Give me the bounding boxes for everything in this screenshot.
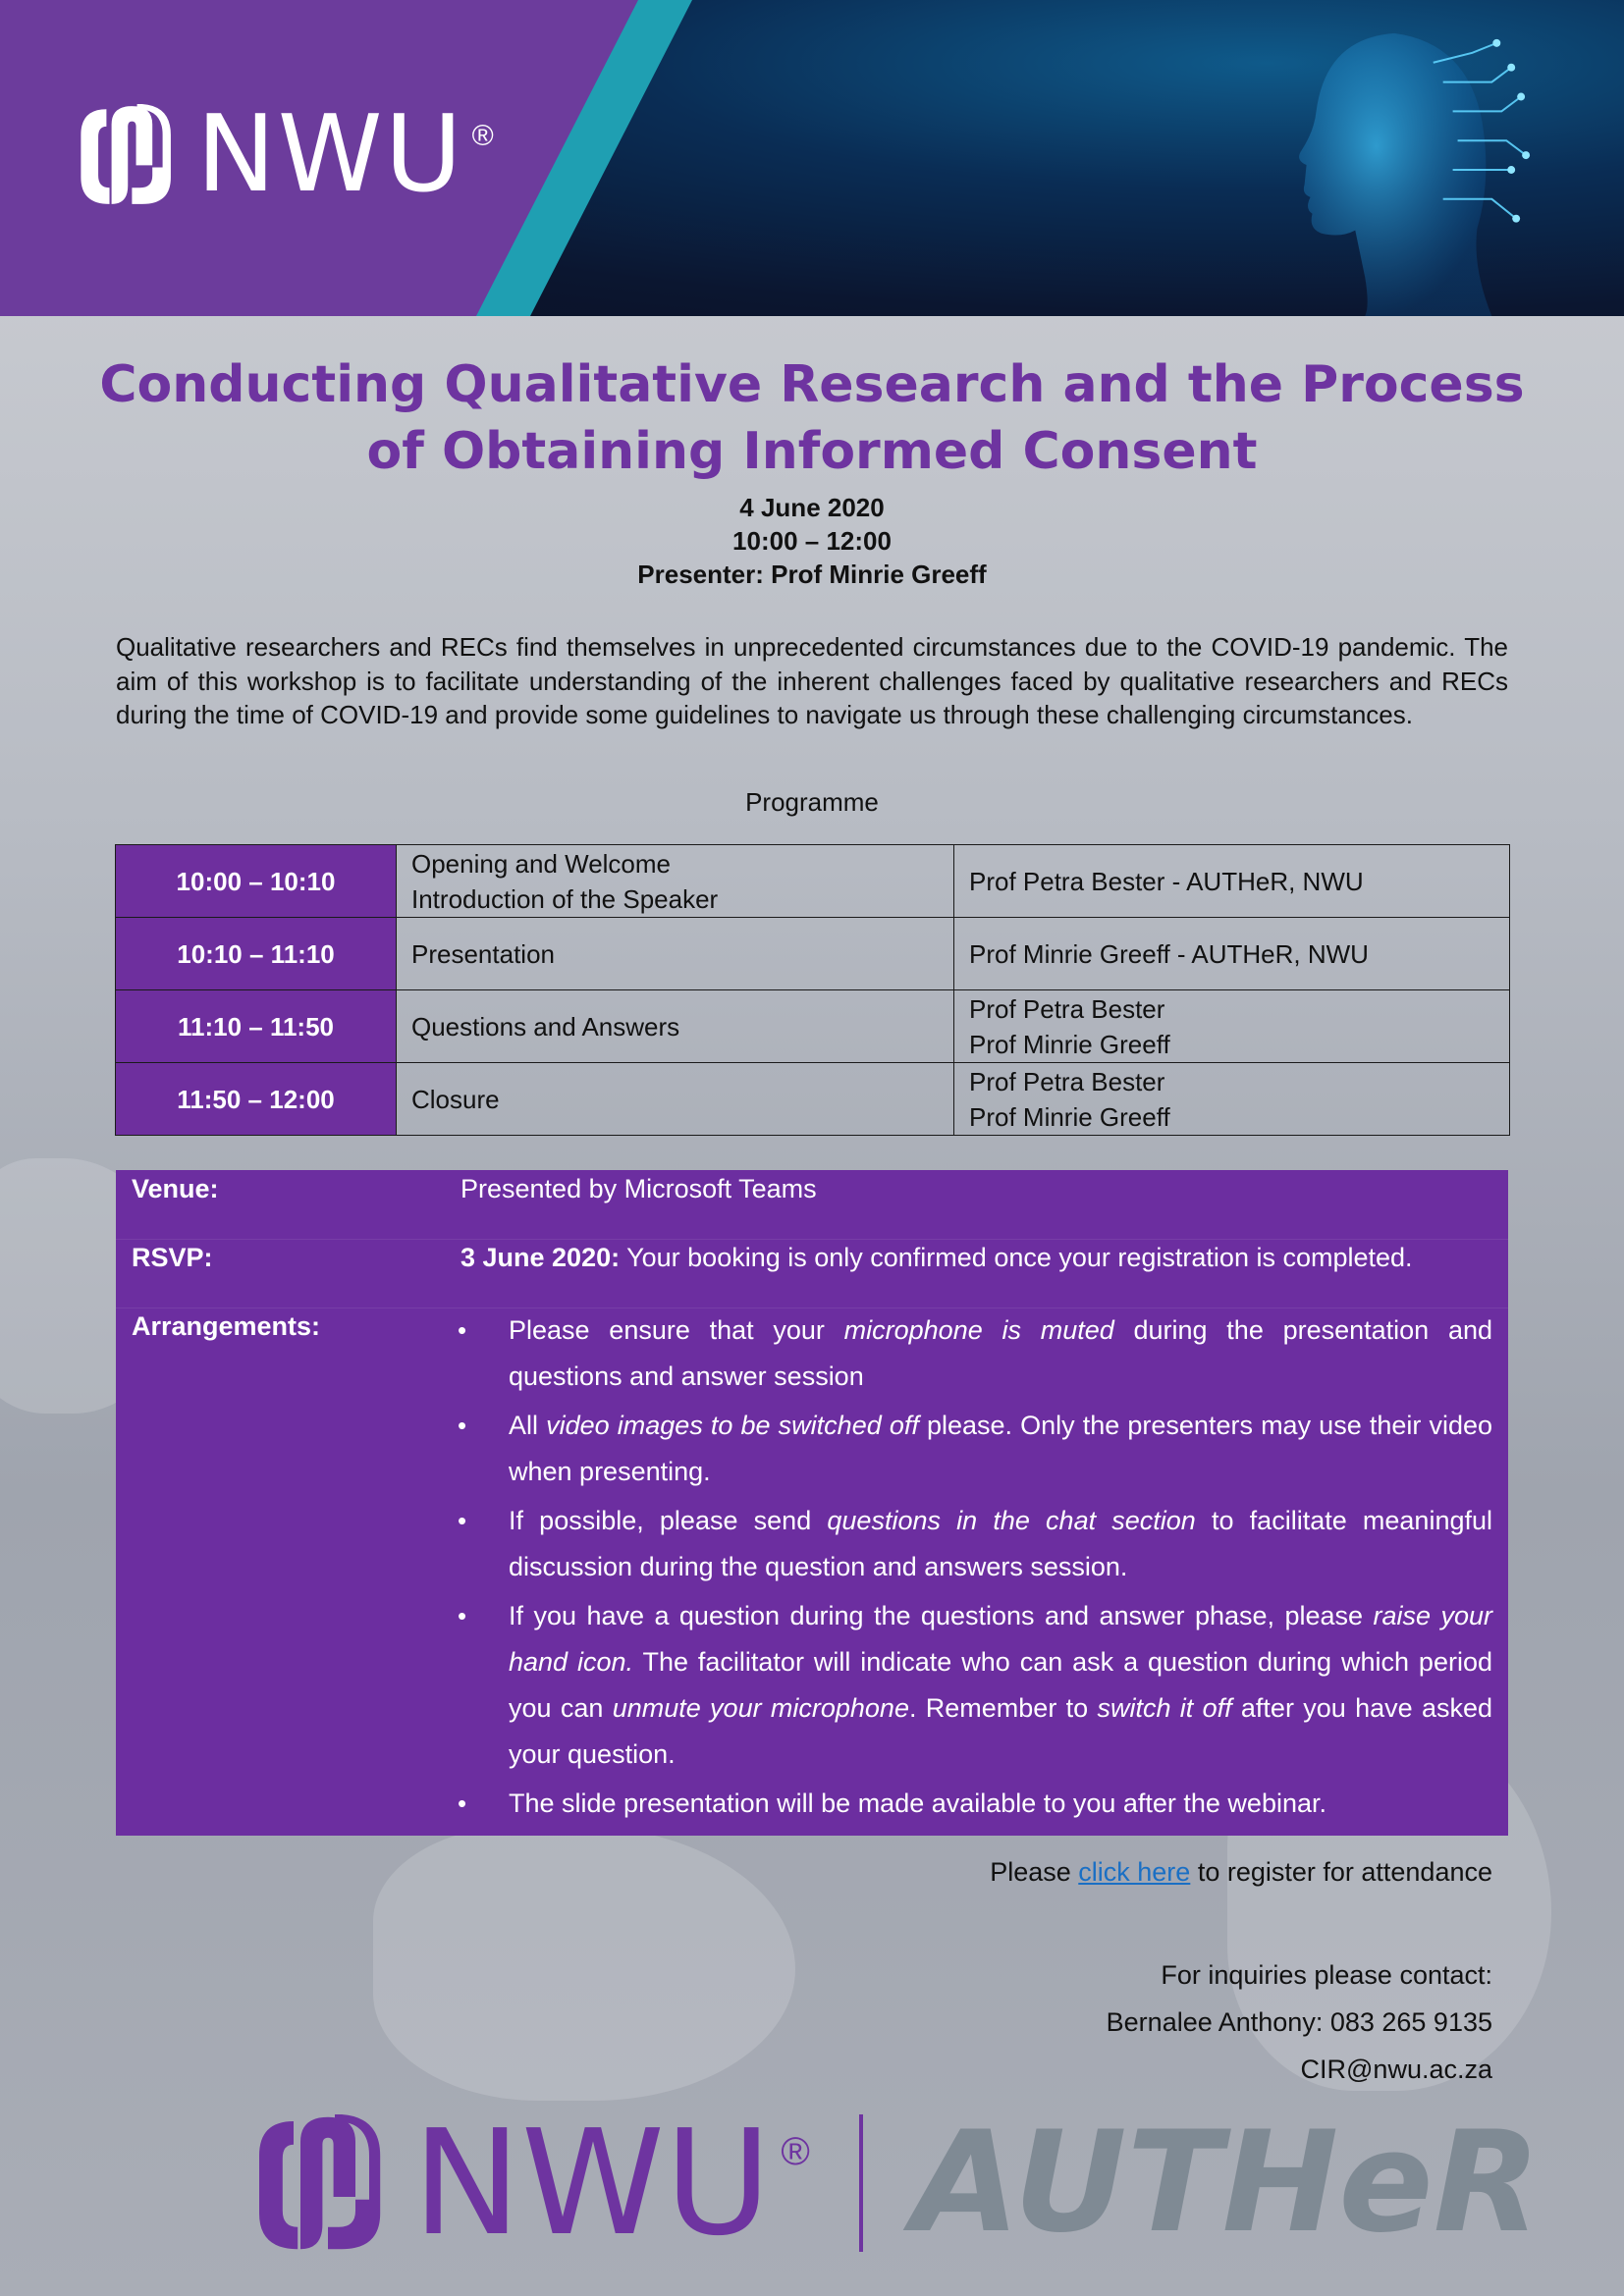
divider bbox=[116, 1239, 1508, 1240]
item-line: Closure bbox=[411, 1084, 500, 1114]
rsvp-value bbox=[460, 1243, 1413, 1273]
venue-value: Presented by Microsoft Teams bbox=[460, 1174, 817, 1203]
time-cell: 10:00 – 10:10 bbox=[116, 845, 397, 918]
event-meta bbox=[0, 491, 1624, 591]
text: Please ensure that your bbox=[509, 1315, 844, 1345]
presenter-line: Prof Minrie Greeff bbox=[969, 1029, 1170, 1059]
arrangements-label: Arrangements: bbox=[132, 1311, 321, 1341]
item-cell bbox=[397, 845, 954, 918]
text: to facilitate meaningful discussion during the question and answers session. bbox=[509, 1506, 1492, 1581]
text: All bbox=[509, 1411, 547, 1440]
contact-person: Bernalee Anthony: 083 265 9135 bbox=[1106, 2007, 1492, 2037]
list-item bbox=[509, 1308, 1492, 1400]
time-cell: 10:10 – 11:10 bbox=[116, 918, 397, 990]
list-item bbox=[509, 1781, 1492, 1827]
map-decoration bbox=[373, 1826, 795, 2101]
presenter-cell bbox=[954, 990, 1510, 1063]
nwu-logo bbox=[71, 93, 494, 216]
text: after you have asked your question. bbox=[509, 1693, 1492, 1769]
list-item bbox=[509, 1403, 1492, 1495]
time-cell: 11:10 – 11:50 bbox=[116, 990, 397, 1063]
register-prefix: Please bbox=[990, 1857, 1079, 1887]
item-cell bbox=[397, 1063, 954, 1136]
table-row bbox=[116, 845, 1510, 918]
list-item bbox=[509, 1498, 1492, 1590]
digital-head-icon bbox=[1247, 24, 1542, 316]
intro-paragraph: Qualitative researchers and RECs find themselves in unprecedented circumstances due to the COVID-19 pandemic. The aim of this workshop is to facilitate understanding of the inherent challenges faced by qualitative researchers and RECs during the time of COVID-19 and provide some guidelines to navigate us through these challenging circumstances. bbox=[116, 632, 1508, 729]
time-cell: 11:50 – 12:00 bbox=[116, 1063, 397, 1136]
presenter-line: Prof Petra Bester bbox=[969, 993, 1165, 1024]
text: during the presentation and questions and answer session bbox=[509, 1315, 1492, 1391]
register-link[interactable]: click here bbox=[1078, 1857, 1191, 1887]
logo-divider bbox=[859, 2114, 863, 2252]
item-cell bbox=[397, 990, 954, 1063]
register-line bbox=[990, 1857, 1492, 1888]
event-presenter: Presenter: Prof Minrie Greeff bbox=[637, 560, 987, 589]
nwu-logo-text: NWU bbox=[196, 93, 464, 216]
register-suffix: to register for attendance bbox=[1190, 1857, 1492, 1887]
item-cell bbox=[397, 918, 954, 990]
table-row bbox=[116, 1063, 1510, 1136]
presenter-line: Prof Petra Bester - AUTHeR, NWU bbox=[969, 866, 1364, 896]
programme-table bbox=[115, 844, 1510, 1136]
event-title: Conducting Qualitative Research and the Process of Obtaining Informed Consent bbox=[99, 355, 1525, 481]
rsvp-text: Your booking is only confirmed once your registration is completed. bbox=[620, 1243, 1413, 1272]
footer-registered-mark: ® bbox=[781, 2130, 810, 2173]
nwu-logo-mark-icon bbox=[71, 104, 173, 206]
details-panel bbox=[116, 1170, 1508, 1836]
rsvp-date: 3 June 2020: bbox=[460, 1243, 621, 1272]
text: please. Only the presenters may use their video when presenting. bbox=[509, 1411, 1492, 1486]
presenter-line: Prof Petra Bester bbox=[969, 1066, 1165, 1096]
event-time: 10:00 – 12:00 bbox=[732, 526, 892, 556]
presenter-line: Prof Minrie Greeff - AUTHeR, NWU bbox=[969, 938, 1369, 969]
registered-mark: ® bbox=[471, 120, 494, 152]
presenter-line: Prof Minrie Greeff bbox=[969, 1101, 1170, 1132]
header-banner bbox=[0, 0, 1624, 316]
text: If possible, please send bbox=[509, 1506, 828, 1535]
emphasis: switch it off bbox=[1097, 1693, 1232, 1723]
emphasis: questions in the chat section bbox=[827, 1506, 1196, 1535]
item-line: Introduction of the Speaker bbox=[411, 883, 719, 914]
text: The slide presentation will be made available to you after the webinar. bbox=[509, 1789, 1326, 1818]
footer-nwu-text: NWU bbox=[412, 2099, 772, 2268]
contact-email: CIR@nwu.ac.za bbox=[1300, 2055, 1492, 2084]
venue-label: Venue: bbox=[132, 1174, 219, 1203]
contact-block bbox=[1107, 1951, 1492, 2093]
text: The facilitator will indicate who can ask a question during which period you can bbox=[509, 1647, 1492, 1723]
emphasis: unmute your microphone bbox=[612, 1693, 909, 1723]
footer-logo bbox=[245, 2099, 1542, 2268]
list-item bbox=[509, 1593, 1492, 1778]
presenter-cell bbox=[954, 1063, 1510, 1136]
text: If you have a question during the questions and answer phase, please bbox=[509, 1601, 1374, 1630]
emphasis: microphone is muted bbox=[843, 1315, 1114, 1345]
emphasis: video images to be switched off bbox=[546, 1411, 919, 1440]
arrangements-list bbox=[509, 1308, 1492, 1830]
programme-label: Programme bbox=[745, 787, 879, 817]
item-line: Opening and Welcome bbox=[411, 848, 672, 879]
nwu-logo-mark-icon bbox=[245, 2114, 383, 2252]
contact-heading: For inquiries please contact: bbox=[1161, 1960, 1492, 1990]
table-row bbox=[116, 918, 1510, 990]
table-row bbox=[116, 990, 1510, 1063]
presenter-cell bbox=[954, 845, 1510, 918]
emphasis: raise your hand icon. bbox=[509, 1601, 1492, 1677]
item-line: Presentation bbox=[411, 938, 555, 969]
item-line: Questions and Answers bbox=[411, 1011, 680, 1041]
text: . Remember to bbox=[908, 1693, 1098, 1723]
presenter-cell bbox=[954, 918, 1510, 990]
rsvp-label: RSVP: bbox=[132, 1243, 213, 1272]
auther-logo-text: AUTHeR bbox=[911, 2102, 1542, 2264]
event-date: 4 June 2020 bbox=[739, 493, 885, 522]
